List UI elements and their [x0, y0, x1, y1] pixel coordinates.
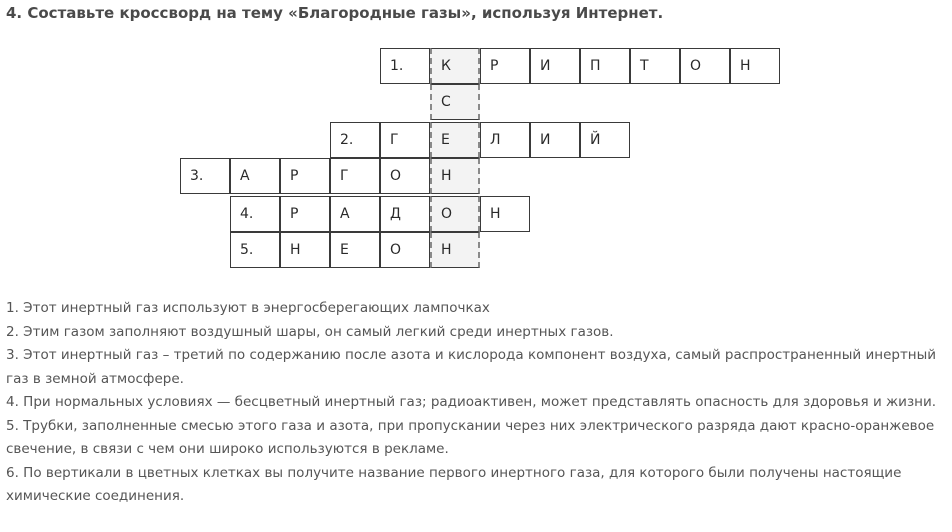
- crossword-cell: Н: [280, 232, 330, 268]
- crossword-cell: Г: [380, 122, 430, 158]
- clue-4: 4. При нормальных условиях — бесцветный инертный газ; радиоактивен, может представлять опасность для здоровья и жизни.: [6, 394, 937, 410]
- crossword-cell: К: [430, 48, 480, 84]
- crossword-cell: Л: [480, 122, 530, 158]
- crossword-cell: О: [680, 48, 730, 84]
- crossword-cell: И: [530, 48, 580, 84]
- crossword-cell: Е: [430, 122, 480, 158]
- crossword-cell: А: [330, 196, 380, 232]
- crossword-cell: П: [580, 48, 630, 84]
- crossword-number-3: 3.: [180, 158, 230, 194]
- crossword-number-5: 5.: [230, 232, 280, 268]
- crossword-cell: Д: [380, 196, 430, 232]
- crossword-cell: Е: [330, 232, 380, 268]
- crossword-cell: Т: [630, 48, 680, 84]
- crossword-cell: Н: [730, 48, 780, 84]
- clues-list: [6, 297, 946, 509]
- crossword-number-1: 1.: [380, 48, 430, 84]
- crossword-cell: Н: [430, 232, 480, 268]
- clue-1: 1. Этот инертный газ используют в энергосберегающих лампочках: [6, 300, 490, 316]
- crossword-cell: Р: [280, 196, 330, 232]
- crossword-cell: С: [430, 84, 480, 120]
- clue-6: 6. По вертикали в цветных клетках вы получите название первого инертного газа, для которого были получены настоящие химические соединения.: [6, 464, 902, 504]
- crossword-number-2: 2.: [330, 122, 380, 158]
- clue-2: 2. Этим газом заполняют воздушный шары, он самый легкий среди инертных газов.: [6, 323, 614, 340]
- crossword-cell: И: [530, 122, 580, 158]
- crossword-cell: А: [230, 158, 280, 194]
- crossword-cell: О: [380, 232, 430, 268]
- clue-3: 3. Этот инертный газ – третий по содержанию после азота и кислорода компонент воздуха, самый распространенный инертный газ в земной атмосфере.: [6, 347, 937, 387]
- crossword-cell: Й: [580, 122, 630, 158]
- clue-5: 5. Трубки, заполненные смесью этого газа и азота, при пропускании через них электрического разряда дают красно-оранжевое свечение, в связи с чем они широко используются в рекламе.: [6, 417, 935, 457]
- crossword-cell: Г: [330, 158, 380, 194]
- crossword-cell: О: [430, 196, 480, 232]
- crossword-cell: Р: [280, 158, 330, 194]
- task-title: 4. Составьте кроссворд на тему «Благородные газы», используя Интернет.: [6, 4, 664, 22]
- crossword-cell: Р: [480, 48, 530, 84]
- crossword-cell: Н: [480, 196, 530, 232]
- crossword-cell: Н: [430, 158, 480, 194]
- crossword-cell: О: [380, 158, 430, 194]
- crossword-number-4: 4.: [230, 196, 280, 232]
